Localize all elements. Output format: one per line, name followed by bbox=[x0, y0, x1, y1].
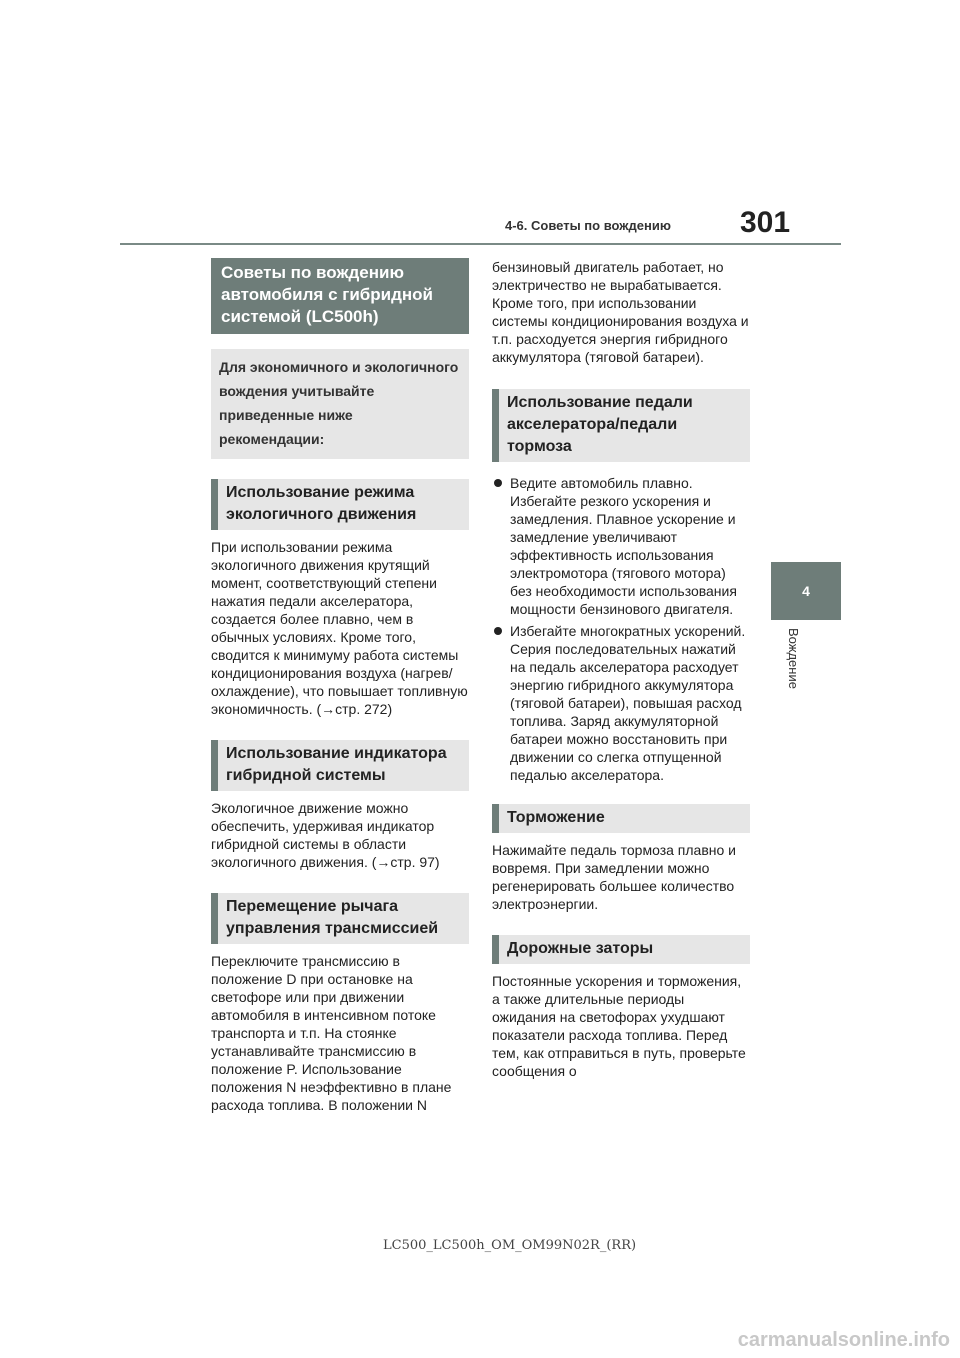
section-text-hybrid-indicator: Экологичное движение можно обеспечить, удерживая индикатор гибридной системы в области экологичного движения. (→стр. 97) bbox=[211, 800, 440, 870]
section-heading-shift-lever: Перемещение рычага управления трансмиссией bbox=[211, 893, 469, 944]
section-text-eco-mode: При использовании режима экологичного движения крутящий момент, соответствующий степени нажатия педали акселератора, создается более плавно, чем в обычных условиях. Кроме того, сводится к минимуму работа системы кондиционирования воздуха (нагрев/охлаждение), что повышает топливную экономичность. (→стр. 272) bbox=[211, 539, 468, 717]
list-item: Ведите автомобиль плавно. Избегайте резкого ускорения и замедления. Плавное ускорение и замедление увеличивают эффективность использования электромотора (тягового мотора) без необходимости использования мощности бензинового двигателя. bbox=[492, 474, 750, 618]
section-heading-braking: Торможение bbox=[492, 804, 750, 833]
section-heading-pedals: Использование педали акселератора/педали тормоза bbox=[492, 389, 750, 462]
chapter-label: Вождение bbox=[786, 628, 801, 689]
section-heading-traffic: Дорожные заторы bbox=[492, 935, 750, 964]
section-title: 4-6. Советы по вождению bbox=[505, 218, 671, 233]
section-heading-hybrid-indicator: Использование индикатора гибридной системы bbox=[211, 740, 469, 791]
header-divider bbox=[120, 243, 841, 245]
section-text-braking: Нажимайте педаль тормоза плавно и вовремя. При замедлении можно регенерировать большее количество электроэнергии. bbox=[492, 842, 736, 912]
section-heading-eco-mode: Использование режима экологичного движения bbox=[211, 479, 469, 530]
list-item: Избегайте многократных ускорений. Серия последовательных нажатий на педаль акселератора расходует энергию гибридного аккумулятора (тяговой батареи), повышая расход топлива. Заряд аккумуляторной батареи можно восстановить при движении со слегка отпущенной педалью акселератора. bbox=[492, 622, 750, 784]
section-text-shift-lever: Переключите трансмиссию в положение D при остановке на светофоре или при движении автомобиля в интенсивном потоке транспорта и т.п. На стоянке устанавливайте трансмиссию в положение P. Использование положения N неэффективно в плане расхода топлива. В положении N bbox=[211, 953, 452, 1113]
page-number: 301 bbox=[740, 206, 791, 239]
intro-box: Для экономичного и экологичного вождения учитывайте приведенные ниже рекомендации: bbox=[211, 349, 469, 459]
watermark: carmanualsonline.info bbox=[737, 1329, 950, 1351]
section-text-traffic: Постоянные ускорения и торможения, а также длительные периоды ожидания на светофорах ухудшают показатели расхода топлива. Перед тем, как отправиться в путь, проверьте сообщения о bbox=[492, 973, 746, 1079]
continuation-text: бензиновый двигатель работает, но электричество не вырабатывается. Кроме того, при использовании системы кондиционирования воздуха и т.п. расходуется энергия гибридного аккумулятора (тяговой батареи). bbox=[492, 259, 749, 365]
pedal-tips-list bbox=[492, 474, 750, 784]
left-column bbox=[211, 258, 469, 1114]
right-column bbox=[492, 258, 750, 1080]
document-code: LC500_LC500h_OM_OM99N02R_(RR) bbox=[383, 1238, 637, 1253]
chapter-tab[interactable] bbox=[771, 562, 841, 620]
chapter-number: 4 bbox=[802, 583, 810, 599]
main-title: Советы по вождению автомобиля с гибридной системой (LC500h) bbox=[211, 258, 469, 334]
